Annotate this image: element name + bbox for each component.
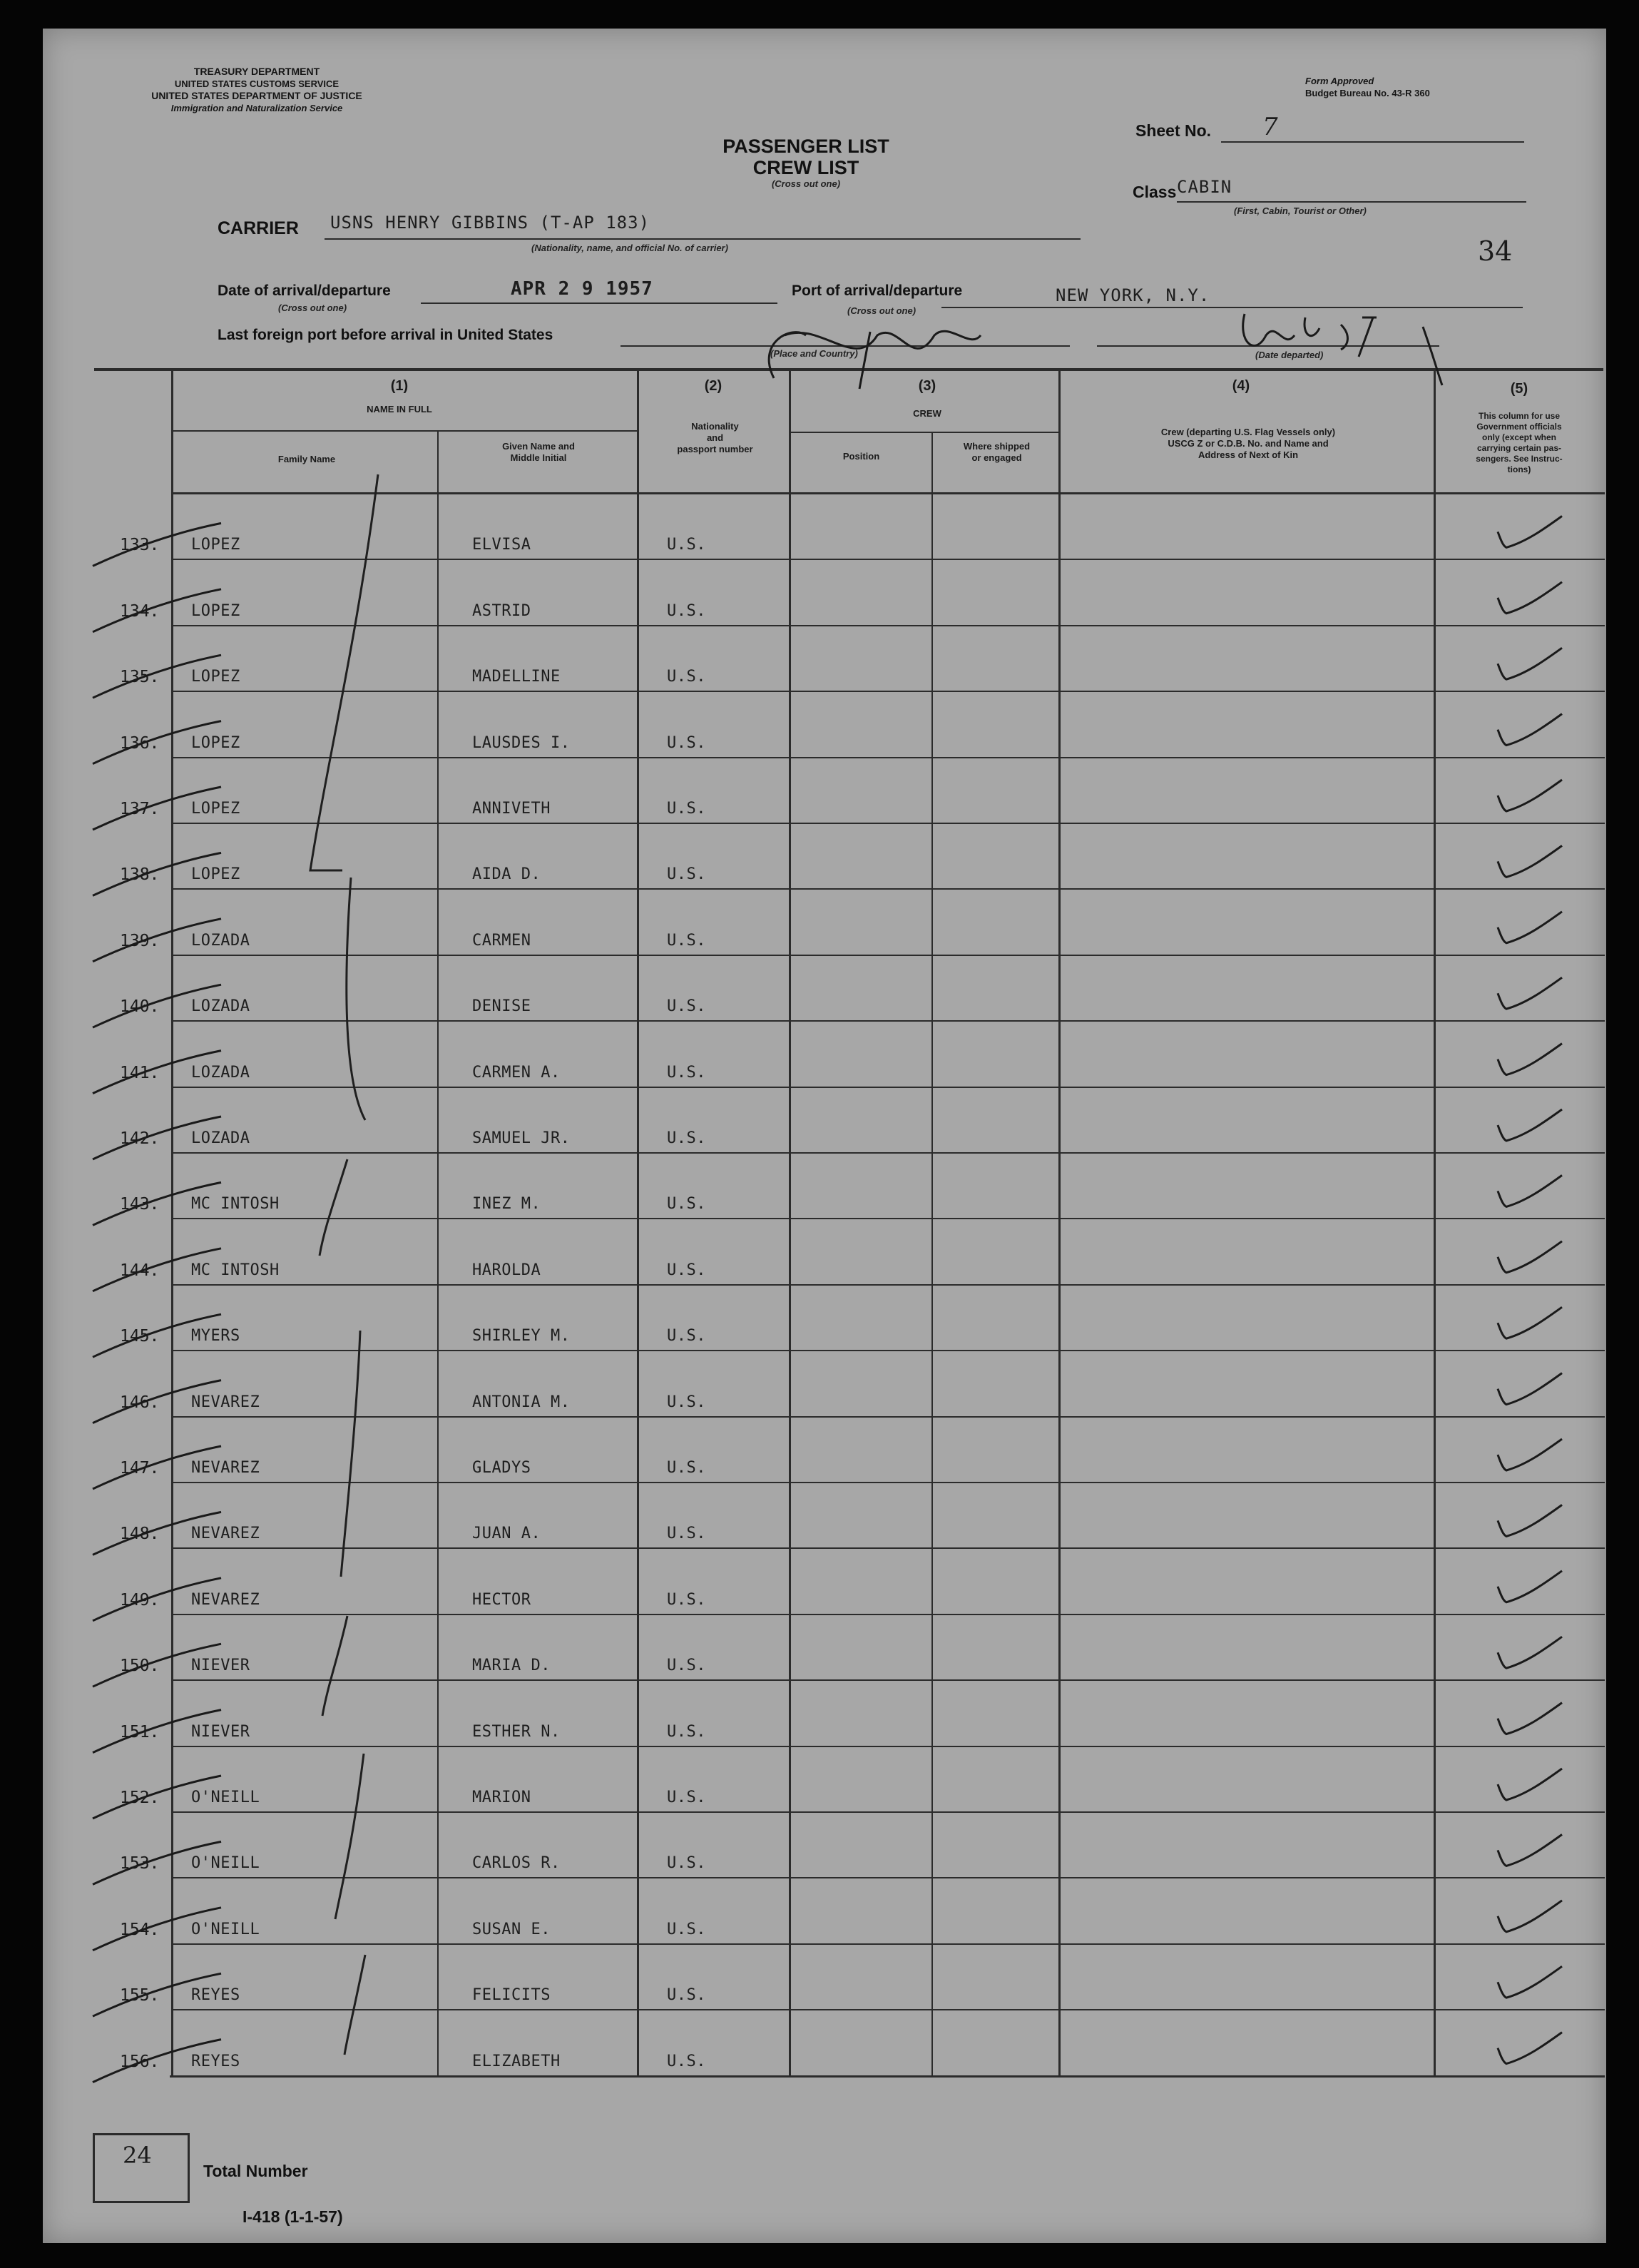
col4-line-1: Crew (departing U.S. Flag Vessels only) — [1160, 427, 1336, 437]
check-mark — [1498, 1241, 1562, 1273]
class-value: CABIN — [1177, 177, 1232, 197]
nationality-cell: U.S. — [667, 799, 706, 818]
row-number: 138. — [120, 865, 160, 885]
form-approved-line-1: Form Approved — [1305, 76, 1374, 86]
col-shipped-line-2: or engaged — [971, 452, 1022, 463]
row-strike-mark — [93, 1710, 221, 1753]
col5-line-6: tions) — [1507, 464, 1531, 474]
family-name-cell: O'NEILL — [191, 1920, 260, 1938]
row-number: 152. — [120, 1788, 160, 1807]
nationality-cell: U.S. — [667, 2052, 706, 2070]
row-number: 141. — [120, 1063, 160, 1082]
family-name-cell: NEVAREZ — [191, 1590, 260, 1609]
check-mark — [1498, 582, 1562, 614]
page-number: 34 — [1478, 235, 1513, 267]
row-strike-mark — [93, 2040, 221, 2083]
nationality-cell: U.S. — [667, 536, 706, 554]
bracket-niever — [322, 1616, 347, 1716]
row-strike-mark — [93, 655, 221, 698]
col5-line-2: Government officials — [1476, 422, 1562, 432]
nationality-cell: U.S. — [667, 1129, 706, 1147]
given-name-cell: HAROLDA — [472, 1261, 541, 1279]
col2-line-2: and — [706, 432, 724, 443]
col2-line-3: passport number — [677, 444, 753, 454]
family-name-cell: O'NEILL — [191, 1788, 260, 1806]
family-name-cell: LOZADA — [191, 997, 250, 1016]
check-mark — [1498, 845, 1562, 877]
family-name-cell: LOZADA — [191, 1063, 250, 1082]
row-strike-mark — [93, 1249, 221, 1291]
check-mark — [1498, 516, 1562, 547]
last-port-label: Last foreign port before arrival in United States — [218, 327, 553, 343]
bracket-nevarez — [341, 1331, 360, 1577]
bracket-lozada — [347, 878, 365, 1120]
given-name-cell: FELICITS — [472, 1986, 551, 2005]
given-name-cell: ESTHER N. — [472, 1722, 561, 1741]
nationality-cell: U.S. — [667, 1261, 706, 1279]
date-departed-mark — [1243, 314, 1442, 385]
row-strike-mark — [93, 1512, 221, 1555]
form-id: I-418 (1-1-57) — [242, 2207, 343, 2226]
bracket-oneill — [335, 1754, 364, 1919]
given-name-cell: ASTRID — [472, 601, 531, 620]
col5-number: (5) — [1510, 381, 1528, 397]
row-strike-mark — [93, 1908, 221, 1951]
row-number: 137. — [120, 799, 160, 818]
family-name-cell: NEVAREZ — [191, 1525, 260, 1543]
nationality-cell: U.S. — [667, 1327, 706, 1346]
family-name-cell: LOZADA — [191, 931, 250, 950]
row-strike-mark — [93, 1182, 221, 1225]
given-name-cell: MARIA D. — [472, 1657, 551, 1675]
family-name-cell: LOPEZ — [191, 536, 240, 554]
carrier-value: USNS HENRY GIBBINS (T-AP 183) — [330, 213, 650, 233]
col-family-name: Family Name — [277, 454, 336, 464]
row-strike-mark — [93, 1380, 221, 1423]
port-label: Port of arrival/departure — [792, 283, 963, 299]
row-number: 148. — [120, 1525, 160, 1544]
family-name-cell: REYES — [191, 1986, 240, 2005]
family-name-cell: NEVAREZ — [191, 1458, 260, 1477]
given-name-cell: CARMEN A. — [472, 1063, 561, 1082]
signature-mark — [769, 331, 981, 389]
total-value: 24 — [123, 2142, 152, 2169]
check-mark — [1498, 780, 1562, 811]
row-number: 151. — [120, 1722, 160, 1741]
nationality-cell: U.S. — [667, 1722, 706, 1741]
check-mark — [1498, 1439, 1562, 1470]
family-name-cell: LOPEZ — [191, 668, 240, 686]
family-name-cell: LOPEZ — [191, 865, 240, 884]
given-name-cell: SAMUEL JR. — [472, 1129, 571, 1147]
col5-line-1: This column for use — [1478, 411, 1560, 421]
family-name-cell: MC INTOSH — [191, 1261, 280, 1279]
given-name-cell: ANTONIA M. — [472, 1393, 571, 1411]
nationality-cell: U.S. — [667, 931, 706, 950]
nationality-cell: U.S. — [667, 668, 706, 686]
row-number: 140. — [120, 997, 160, 1017]
row-number: 134. — [120, 601, 160, 621]
family-name-cell: LOPEZ — [191, 733, 240, 752]
row-strike-mark — [93, 523, 221, 566]
row-number: 154. — [120, 1920, 160, 1939]
nationality-cell: U.S. — [667, 1590, 706, 1609]
nationality-cell: U.S. — [667, 1525, 706, 1543]
given-name-cell: SHIRLEY M. — [472, 1327, 571, 1346]
col-given-name-line-1: Given Name and — [502, 441, 575, 452]
given-name-cell: HECTOR — [472, 1590, 531, 1609]
family-name-cell: REYES — [191, 2052, 240, 2070]
given-name-cell: GLADYS — [472, 1458, 531, 1477]
col5-line-4: carrying certain pas- — [1476, 443, 1562, 453]
row-strike-mark — [93, 1446, 221, 1489]
row-number: 135. — [120, 668, 160, 687]
row-number: 136. — [120, 733, 160, 753]
row-number: 133. — [120, 536, 160, 555]
family-name-cell: LOPEZ — [191, 601, 240, 620]
row-strike-mark — [93, 721, 221, 764]
row-number: 146. — [120, 1393, 160, 1412]
title-note: (Cross out one) — [771, 178, 841, 189]
given-name-cell: ELVISA — [472, 536, 531, 554]
nationality-cell: U.S. — [667, 1920, 706, 1938]
nationality-cell: U.S. — [667, 601, 706, 620]
row-strike-mark — [93, 1051, 221, 1094]
check-mark — [1498, 1175, 1562, 1206]
sheet-label: Sheet No. — [1135, 121, 1212, 140]
row-strike-mark — [93, 1973, 221, 2016]
check-mark — [1498, 1505, 1562, 1536]
given-name-cell: MARION — [472, 1788, 531, 1806]
col5-line-3: only (except when — [1481, 432, 1557, 442]
family-name-cell: MYERS — [191, 1327, 240, 1346]
agency-line-3: UNITED STATES DEPARTMENT OF JUSTICE — [151, 90, 362, 101]
nationality-cell: U.S. — [667, 1657, 706, 1675]
check-mark — [1498, 1373, 1562, 1405]
family-name-cell: NEVAREZ — [191, 1393, 260, 1411]
check-mark — [1498, 1703, 1562, 1734]
col1-number: (1) — [390, 378, 409, 394]
nationality-cell: U.S. — [667, 1854, 706, 1873]
col1-title: NAME IN FULL — [367, 404, 432, 415]
col4-line-3: Address of Next of Kin — [1198, 449, 1299, 460]
col2-line-1: Nationality — [691, 421, 739, 432]
col2-number: (2) — [704, 378, 723, 394]
title-passenger-list: PASSENGER LIST — [723, 136, 889, 157]
nationality-cell: U.S. — [667, 733, 706, 752]
col3-title: CREW — [913, 408, 941, 419]
check-mark — [1498, 1307, 1562, 1338]
row-strike-mark — [93, 589, 221, 632]
row-number: 150. — [120, 1657, 160, 1676]
given-name-cell: ELIZABETH — [472, 2052, 561, 2070]
col-shipped-line-1: Where shipped — [963, 441, 1031, 452]
check-mark — [1498, 1901, 1562, 1932]
bracket-lopez — [310, 474, 378, 870]
check-mark — [1498, 1109, 1562, 1141]
title-crew-list: CREW LIST — [752, 157, 859, 178]
row-strike-mark — [93, 1117, 221, 1159]
port-value: NEW YORK, N.Y. — [1056, 285, 1210, 305]
bracket-reyes — [344, 1955, 365, 2055]
date-departed-note: (Date departed) — [1255, 350, 1324, 360]
given-name-cell: ANNIVETH — [472, 799, 551, 818]
row-number: 155. — [120, 1986, 160, 2005]
check-mark — [1498, 714, 1562, 746]
col-given-name-line-2: Middle Initial — [510, 452, 567, 463]
given-name-cell: AIDA D. — [472, 865, 541, 884]
col4-number: (4) — [1232, 378, 1250, 394]
check-mark — [1498, 1637, 1562, 1668]
row-strike-mark — [93, 787, 221, 830]
row-strike-mark — [93, 1314, 221, 1357]
col4-line-2: USCG Z or C.D.B. No. and Name and — [1168, 438, 1329, 449]
given-name-cell: CARMEN — [472, 931, 531, 950]
row-number: 153. — [120, 1854, 160, 1873]
family-name-cell: O'NEILL — [191, 1854, 260, 1873]
check-mark — [1498, 648, 1562, 679]
date-value: APR 2 9 1957 — [511, 278, 653, 300]
sheet-value: 7 — [1262, 113, 1278, 141]
agency-line-1: TREASURY DEPARTMENT — [193, 66, 320, 77]
row-number: 149. — [120, 1590, 160, 1610]
carrier-note: (Nationality, name, and official No. of carrier) — [531, 243, 728, 253]
given-name-cell: SUSAN E. — [472, 1920, 551, 1938]
nationality-cell: U.S. — [667, 1458, 706, 1477]
row-strike-mark — [93, 1578, 221, 1621]
family-name-cell: NIEVER — [191, 1722, 250, 1741]
date-label: Date of arrival/departure — [218, 283, 391, 299]
check-mark — [1498, 1044, 1562, 1075]
family-name-cell: LOPEZ — [191, 799, 240, 818]
bracket-mcintosh — [320, 1159, 347, 1256]
row-strike-mark — [93, 853, 221, 895]
row-number: 145. — [120, 1327, 160, 1346]
row-strike-mark — [93, 985, 221, 1027]
family-name-cell: NIEVER — [191, 1657, 250, 1675]
date-note: (Cross out one) — [278, 302, 347, 313]
given-name-cell: JUAN A. — [472, 1525, 541, 1543]
class-note: (First, Cabin, Tourist or Other) — [1234, 205, 1367, 216]
col5-line-5: sengers. See Instruc- — [1476, 454, 1563, 464]
nationality-cell: U.S. — [667, 1063, 706, 1082]
row-number: 147. — [120, 1458, 160, 1478]
given-name-cell: MADELLINE — [472, 668, 561, 686]
row-strike-mark — [93, 1644, 221, 1687]
row-number: 142. — [120, 1129, 160, 1148]
check-mark — [1498, 2033, 1562, 2064]
nationality-cell: U.S. — [667, 1195, 706, 1214]
row-number: 144. — [120, 1261, 160, 1280]
place-note: (Place and Country) — [770, 348, 858, 359]
nationality-cell: U.S. — [667, 865, 706, 884]
nationality-cell: U.S. — [667, 1986, 706, 2005]
row-strike-mark — [93, 1841, 221, 1884]
row-number: 139. — [120, 931, 160, 950]
col-position: Position — [842, 451, 880, 462]
col3-number: (3) — [918, 378, 936, 394]
carrier-label: CARRIER — [218, 218, 299, 238]
agency-line-4: Immigration and Naturalization Service — [170, 103, 343, 113]
check-mark — [1498, 1769, 1562, 1800]
given-name-cell: DENISE — [472, 997, 531, 1016]
family-name-cell: LOZADA — [191, 1129, 250, 1147]
nationality-cell: U.S. — [667, 997, 706, 1016]
given-name-cell: INEZ M. — [472, 1195, 541, 1214]
nationality-cell: U.S. — [667, 1393, 706, 1411]
port-note: (Cross out one) — [847, 305, 916, 316]
check-mark — [1498, 912, 1562, 943]
check-mark — [1498, 977, 1562, 1009]
row-number: 156. — [120, 2052, 160, 2071]
given-name-cell: CARLOS R. — [472, 1854, 561, 1873]
agency-line-2: UNITED STATES CUSTOMS SERVICE — [174, 78, 339, 89]
class-label: Class — [1133, 183, 1177, 201]
check-mark — [1498, 1834, 1562, 1866]
nationality-cell: U.S. — [667, 1788, 706, 1806]
total-label: Total Number — [203, 2162, 308, 2180]
given-name-cell: LAUSDES I. — [472, 733, 571, 752]
family-name-cell: MC INTOSH — [191, 1195, 280, 1214]
check-mark — [1498, 1966, 1562, 1998]
form-approved-line-2: Budget Bureau No. 43-R 360 — [1305, 88, 1430, 98]
row-strike-mark — [93, 1776, 221, 1819]
row-number: 143. — [120, 1195, 160, 1214]
row-strike-mark — [93, 919, 221, 962]
check-mark — [1498, 1571, 1562, 1602]
